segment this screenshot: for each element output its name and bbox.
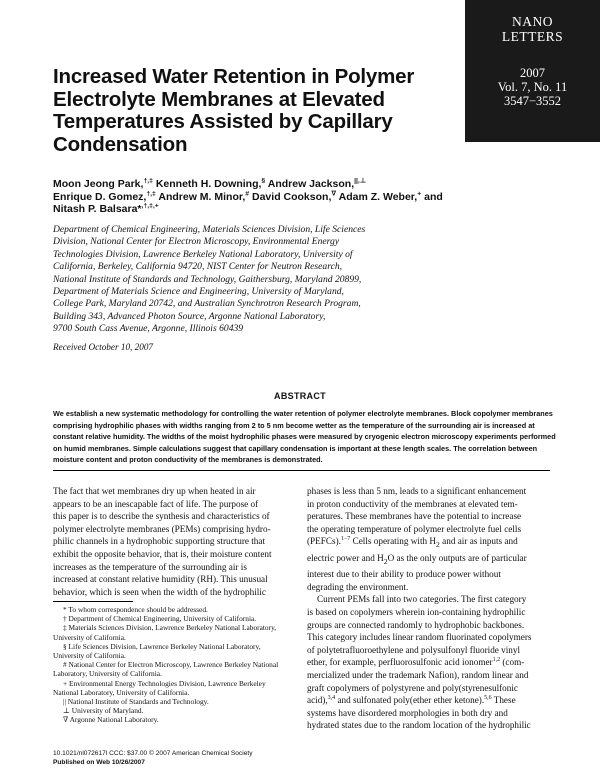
footnote: National Laboratory, University of California. [53,687,190,697]
subscript: 2 [436,540,440,550]
abstract-text [53,408,556,466]
author-name: Enrique D. Gomez, [53,190,147,203]
body-line: behavior, which is seen when the width of the hydrophilic [53,586,266,597]
author-affil-mark: †,‡ [146,190,156,197]
journal-pages: 3547−3552 [503,94,562,108]
body-column-right [307,485,552,732]
body-text: ether, for example, perfluorosulfonic acid ionomer [307,657,493,668]
footnote: # National Center for Electron Microscopy, Lawrence Berkeley National [63,660,279,670]
title-line: Condensation [53,132,188,156]
body-line: this paper is to describe the synthesis and characteristics of [53,511,270,522]
body-text: and sulfonated poly(ether ether ketone). [335,695,485,706]
body-text: These [491,695,516,706]
affiliation-line: National Institute of Standards and Technology, Gaithersburg, Maryland 20899, [53,273,362,285]
author-name: Andrew M. Minor, [155,190,246,203]
received-date: Received October 10, 2007 [53,342,154,352]
body-text: (PEFCs). [307,536,341,547]
journal-name-line: LETTERS [501,29,564,44]
doi-line: 10.1021/nl072617l CCC: $37.00 © 2007 American Chemical Society [53,750,253,757]
body-line: appears to be an inescapable fact of life. The purpose of [53,498,259,509]
body-line: This category includes linear random fluorinated copolymers [307,632,532,643]
published-date: Published on Web 10/26/2007 [53,758,145,766]
title-line: Temperatures Assisted by Capillary [53,110,393,133]
author-affil-mark: ∇ [331,190,337,197]
abstract-heading: ABSTRACT [274,391,326,401]
body-line [307,694,552,707]
footnote: Laboratory, University of California. [53,669,162,679]
abstract-line: We establish a new systematic methodology for controlling the water retention of polymer electrolyte membranes. Block copolymer membranes [53,409,553,418]
footnote: † Department of Chemical Engineering, University of California. [63,614,257,624]
body-line: peratures. These membranes have the potential to increase [307,511,522,522]
affiliation-line: California, Berkeley, California 94720, NIST Center for Neutron Research, [53,261,343,273]
title-line: Increased Water Retention in Polymer [53,65,415,88]
footnote: § Life Sciences Division, Lawrence Berkeley National Laboratory, [63,641,261,651]
body-line: increased at constant relative humidity (RH). This unusual [53,574,268,585]
body-line: interest due to their ability to produce power without [307,569,501,580]
body-text: Cells operating with H [350,536,437,547]
abstract-line: constant relative humidity. The widths of the moist hydrophilic phases were measured by cryogenic electron microscopy experiments performed [53,432,556,442]
paper-title [53,66,453,156]
footnote: || National Institute of Standards and Technology. [63,697,209,707]
author-affil-mark: § [261,177,266,185]
journal-badge [465,0,600,142]
author-line [53,178,453,191]
abstract-line: on humid membranes. Simple calculations suggest that capillary condensation is important at these length scales. The correlation between [53,443,538,453]
author-conjunction: and [421,190,443,203]
affiliation-line: Building 343, Advanced Photon Source, Argonne National Laboratory, [53,310,326,322]
title-line: Electrolyte Membranes at Elevated [53,87,385,111]
journal-name [465,14,600,44]
body-column-left [53,485,299,598]
body-line: the operating temperature of polymer electrolyte fuel cells [307,523,522,534]
footnote-rule [53,601,133,602]
footnote: University of California. [53,632,126,642]
copyright-block [53,750,353,767]
author-affil-mark: + [417,190,422,197]
affiliation-line: Department of Materials Science and Engineering, University of Maryland, [53,286,344,298]
body-line [307,552,552,568]
body-text: electric power and H [307,552,384,563]
body-line [307,535,552,551]
journal-issue-info [465,66,600,108]
body-line: mercialized under the trademark Nafion), random linear and [307,669,529,680]
journal-name-line: NANO [512,14,553,29]
body-line: polymer electrolyte membranes (PEMs) comprising hydro- [53,523,271,534]
author-name: Adam Z. Weber, [336,190,418,203]
affiliation-line: Division, National Center for Electron Microscopy, Environmental Energy [53,236,340,248]
body-line: of polytetrafluoroethylene and polysulfonyl fluoride vinyl [307,644,521,655]
body-line: philic channels in a hydrophobic supporting structure that [53,536,266,547]
author-affil-mark: ,†,‡,+ [141,202,159,210]
affiliation-line: College Park, Maryland 20742, and Australian Synchrotron Research Program, [53,298,361,310]
body-line: is based on copolymers wherein ion-containing hydrophilic [307,607,526,617]
author-name: Moon Jeong Park, [53,178,144,190]
body-line [307,656,552,669]
citation-mark: 5,6 [484,695,492,702]
journal-year: 2007 [520,66,545,80]
author-name: Nitash P. Balsara* [53,203,142,215]
subscript: 2 [383,556,388,566]
body-line: groups are connected randomly to hydrophobic backbones. [307,619,525,630]
body-line: degrading the environment. [307,581,409,592]
citation-mark: 1,2 [492,657,501,664]
body-line: hydrated states due to the random location of the hydrophilic [307,720,531,731]
citation-mark: 3,4 [327,695,336,702]
affiliation-line: Department of Chemical Engineering, Materials Sciences Division, Life Sciences [53,224,366,235]
affiliation-line: 9700 South Cass Avenue, Argonne, Illinois 60439 [53,323,244,335]
author-line [53,203,453,216]
footnote: ⊥ University of Maryland. [63,706,144,716]
footnote: ∇ Argonne National Laboratory. [63,715,159,725]
author-line [53,191,453,204]
abstract-line: moisture content and proton conductivity of the membranes is demonstrated. [53,455,323,465]
author-name: Andrew Jackson, [265,178,355,190]
body-text: (com- [500,657,525,668]
body-line: Current PEMs fall into two categories. The first category [317,594,527,605]
body-line: in proton conductivity of the membranes at elevated tem- [307,498,518,509]
affiliations [53,224,453,336]
footnote: + Environmental Energy Technologies Division, Lawrence Berkeley [63,678,266,688]
footnote: ‡ Materials Sciences Division, Lawrence Berkeley National Laboratory, [63,623,277,633]
section-divider [53,470,550,471]
body-line: systems have disordered morphologies in both dry and [307,707,508,718]
author-name: Kenneth H. Downing, [152,178,262,190]
body-line: increases as the temperature of the surrounding air is [53,561,247,572]
author-list [53,178,453,216]
author-name: David Cookson, [249,190,332,203]
author-affil-mark: †,‡ [143,177,153,185]
citation-mark: 1−7 [340,536,351,543]
body-line: exhibit the opposite behavior, that is, their moisture content [53,548,272,559]
abstract-line: comprising hydrophilic phases with widths ranging from 2 to 5 nm become wetter as the temperature of the surrounding air is increased at [53,420,535,430]
author-affil-mark: ||,⊥ [354,177,367,185]
body-line: phases is less than 5 nm, leads to a significant enhancement [307,486,527,496]
footnote: University of California. [53,651,126,661]
body-text: and air as inputs and [439,536,518,547]
affiliation-line: Technologies Division, Lawrence Berkeley National Laboratory, University of [53,248,353,260]
body-text: O as the only outputs are of particular [387,552,527,563]
footnotes [53,605,299,725]
body-line: graft copolymers of polystyrene and poly(styrenesulfonic [307,682,518,693]
author-affil-mark: # [245,190,250,197]
journal-volume: Vol. 7, No. 11 [497,80,568,94]
body-text: acid), [307,695,328,706]
body-line: The fact that wet membranes dry up when heated in air [53,486,256,496]
footnote: * To whom correspondence should be addressed. [63,605,208,614]
